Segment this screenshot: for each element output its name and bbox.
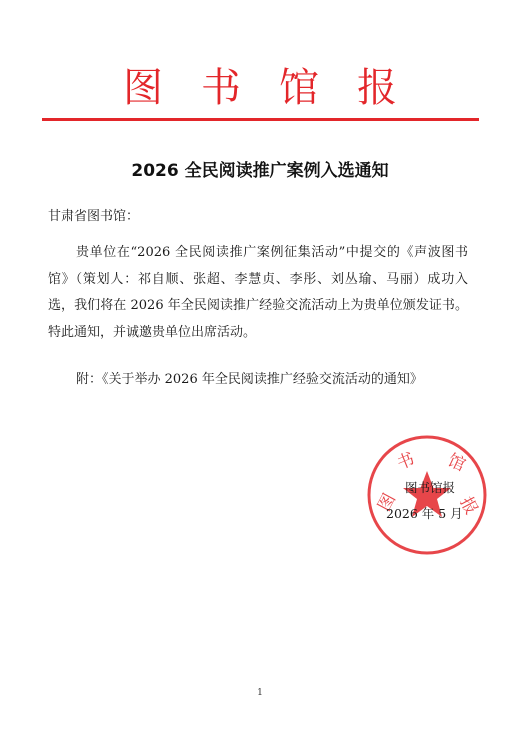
document-title: 2026 全民阅读推广案例入选通知 — [131, 161, 389, 181]
body-paragraph: 贵单位在“2026 全民阅读推广案例征集活动”中提交的《声波图书馆》（策划人：祁自顺、张超、李慧贞、李彤、刘丛瑜、马丽）成功入选，我们将在 2026 年全民阅读推广经验交流活动上为贵单位颁发证书。特此通知，并诚邀贵单位出席活动。 — [48, 245, 468, 340]
salutation: 甘肃省图书馆： — [48, 209, 140, 224]
signature-date: 2026 年 5 月 — [386, 506, 463, 521]
svg-text:馆: 馆 — [444, 450, 469, 476]
svg-text:图: 图 — [374, 490, 401, 515]
attachment-note: 附：《关于举办 2026 年全民阅读推广经验交流活动的通知》 — [76, 372, 423, 387]
page-number: 1 — [257, 688, 263, 698]
svg-text:书: 书 — [394, 449, 418, 475]
svg-text:报: 报 — [455, 493, 482, 519]
signature-organization: 图书馆报 — [405, 480, 456, 495]
masthead-title: 图书馆报 — [123, 65, 435, 111]
red-divider-rule — [42, 118, 479, 121]
